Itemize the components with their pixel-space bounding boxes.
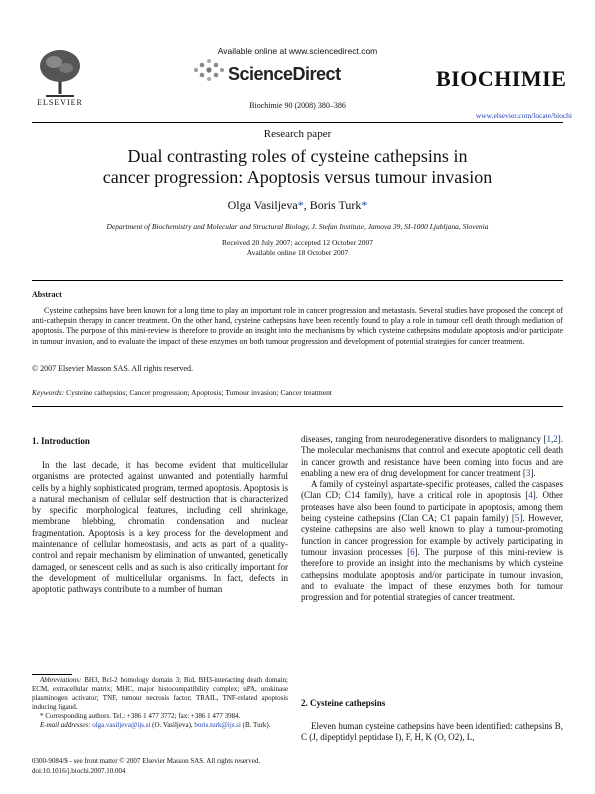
- footnote-rule: [32, 674, 72, 675]
- email-footnote: [32, 721, 288, 730]
- ref-link-2[interactable]: 2: [553, 434, 558, 444]
- received-date: Received 20 July 2007; accepted 12 October 2007: [222, 238, 373, 247]
- section-2-paragraph-1: Eleven human cysteine cathepsins have been identified: cathepsins B, C (J, dipeptidyl peptidase I), F, H, K (O, O2), L,: [301, 721, 563, 743]
- footnotes: [32, 676, 288, 730]
- sciencedirect-logo: ScienceDirect: [228, 64, 341, 84]
- column-2-body: [301, 434, 563, 603]
- elsevier-tree-icon: [32, 44, 88, 100]
- col2-p2-text-c: ]. However, cysteine cathepsins are also well known to play a tumour-promoting function in cancer progression for example by actively participating in tumour invasion processes [: [301, 513, 564, 557]
- header-rule: [32, 122, 563, 123]
- journal-title: BIOCHIMIE: [436, 66, 567, 91]
- journal-citation: Biochimie 90 (2008) 380–386: [249, 101, 346, 110]
- doi-line: doi:10.1016/j.biochi.2007.10.004: [32, 766, 126, 775]
- author-2: Boris Turk: [309, 198, 362, 212]
- column-1-body: [32, 460, 288, 596]
- email-link-2[interactable]: boris.turk@ijs.si: [194, 721, 241, 729]
- col2-p1-text-b: ]. The molecular mechanisms that control and execute apoptotic cell death in cancer growth and resistance have been coming into focus and are enabling a new era of drug development for cancer treatment [: [301, 434, 563, 478]
- available-online-text: Available online at www.sciencedirect.com: [217, 46, 378, 56]
- title-line-1: Dual contrasting roles of cysteine cathepsins in: [127, 146, 468, 166]
- email-link-1[interactable]: olga.vasiljeva@ijs.si: [92, 721, 151, 729]
- col2-paragraph-2: [301, 479, 563, 603]
- article-title: [60, 146, 535, 188]
- ref-link-5[interactable]: 5: [514, 513, 520, 524]
- online-date: Available online 18 October 2007: [246, 248, 349, 257]
- journal-url-link[interactable]: www.elsevier.com/locate/biochi: [475, 111, 572, 120]
- ref-link-1[interactable]: 1: [546, 434, 551, 444]
- ref-link-3[interactable]: 3: [525, 467, 531, 478]
- abbreviations-label: Abbreviations:: [40, 676, 82, 684]
- ref-link-4[interactable]: 4: [528, 490, 533, 501]
- col2-p2-text-a: A family of cysteinyl aspartate-specific proteases, called the caspases (Clan CD; C14 family), have a critical role in apoptosis [: [301, 479, 563, 501]
- corresponding-footnote: * Corresponding authors. Tel.: +386 1 477 3772; fax: +386 1 477 3984.: [40, 712, 241, 720]
- author-1-asterisk-link[interactable]: *: [297, 198, 304, 212]
- abstract-bottom-rule: [32, 406, 563, 407]
- front-matter: [32, 757, 260, 776]
- email-label: E-mail addresses:: [40, 721, 91, 729]
- author-2-asterisk-link[interactable]: *: [361, 198, 368, 212]
- section-1-heading: 1. Introduction: [32, 436, 90, 446]
- section-2-heading: 2. Cysteine cathepsins: [301, 698, 386, 708]
- abbreviations-footnote: [32, 676, 288, 712]
- keywords-list: Cysteine cathepsins; Cancer progression; Apoptosis; Tumour invasion; Cancer treatment: [64, 388, 332, 397]
- keywords-label: Keywords:: [32, 388, 65, 397]
- author-1: Olga Vasiljeva: [227, 198, 298, 212]
- title-line-2: cancer progression: Apoptosis versus tumour invasion: [102, 167, 493, 187]
- abstract-heading: Abstract: [32, 290, 62, 299]
- ref-link-6[interactable]: 6: [410, 546, 415, 557]
- abstract-text: Cysteine cathepsins have been known for a long time to play an important role in cancer progression and metastasis. Several studies have proposed the concept of anti-cathepsin therapy in cancer treatment. On the other hand, cysteine cathepsins have been recently found to play a role in tumour cell death through mediation of apoptosis. The purpose of this mini-review is therefore to provide an insight into the mechanisms by which cysteine cathepsins modulate apoptosis and/or participate in tumour invasion, and to evaluate the impact of these enzymes on both tumour progression and development of potential strategies for cancer treatment.: [32, 306, 563, 346]
- abstract-copyright: © 2007 Elsevier Masson SAS. All rights reserved.: [32, 364, 193, 373]
- article-type: Research paper: [263, 128, 332, 140]
- section-2-body: [301, 721, 563, 744]
- article-dates: [0, 238, 595, 258]
- email-1-name: (O. Vasiljeva),: [150, 721, 195, 729]
- abstract-top-rule: [32, 280, 563, 281]
- col2-p1-text-c: ].: [530, 467, 536, 478]
- publisher-label: ELSEVIER: [37, 98, 83, 107]
- abstract-body: [32, 306, 563, 347]
- intro-paragraph-1: In the last decade, it has become evident that multicellular organisms are protected against unwanted and potentially harmful cells by a highly sophisticated program, termed apoptosis. Apoptosis is a natural mechanism of cellular self destruction that is characterized by specific morphological features, including cell shrinkage, membrane blebbing, chromatin condensation and nuclear fragmentation. Apoptosis is a key process for the development and maintenance of cellular homeostasis, and acts as part of a quality-control and repair mechanism by elimination of unwanted, genetically damaged, or senescent cells and as such is also critically important for the development of multicellular organisms. In fact, defects in apoptotic pathways contribute to a number of human: [32, 460, 288, 595]
- keywords: [32, 388, 332, 397]
- issn-line: 0300-9084/$ - see front matter © 2007 Elsevier Masson SAS. All rights reserved.: [32, 757, 261, 765]
- col2-p2-text-d: ]. The purpose of this mini-review is therefore to provide an insight into the mechanisms by which cysteine cathepsins modulate apoptosis and/or participate in tumour invasion, and to evaluate the impact of these enzymes both for tumour progression and for potential strategies of cancer treatment.: [301, 546, 564, 603]
- email-2-name: (B. Turk).: [240, 721, 271, 729]
- authors: [0, 198, 595, 213]
- author-separator: ,: [303, 198, 310, 212]
- col2-paragraph-1: diseases, ranging from neurodegenerative disorders to malignancy [1,2]. The molecular mechanisms that control and execute apoptotic cell death in cancer growth and resistance have been coming into focus and are enabling a new era of drug development for cancer treatment [3].: [301, 434, 563, 478]
- col2-p2-text-b: ]. Other proteases have also been found to participate in apoptosis, among them being cysteine cathepsins (Clan CA; C1 papain family) [: [301, 490, 563, 524]
- col2-p1-text-a: diseases, ranging from neurodegenerative disorders to malignancy [: [301, 434, 547, 444]
- abbreviations-text: BH3, Bcl-2 homology domain 3; Bid, BH3-interacting death domain; ECM, extracellular matrix; MHC, major histocompatibility complex; uPA, urokinase plasminogen activator; TNF, tumour necrosis factor; TRAIL, TNF-related apoptosis inducing ligand.: [32, 676, 288, 711]
- affiliation: Department of Biochemistry and Molecular and Structural Biology, J. Stefan Institute, Jamova 39, SI-1000 Ljubljana, Slovenia: [106, 222, 489, 231]
- sciencedirect-dots-icon: [192, 58, 226, 82]
